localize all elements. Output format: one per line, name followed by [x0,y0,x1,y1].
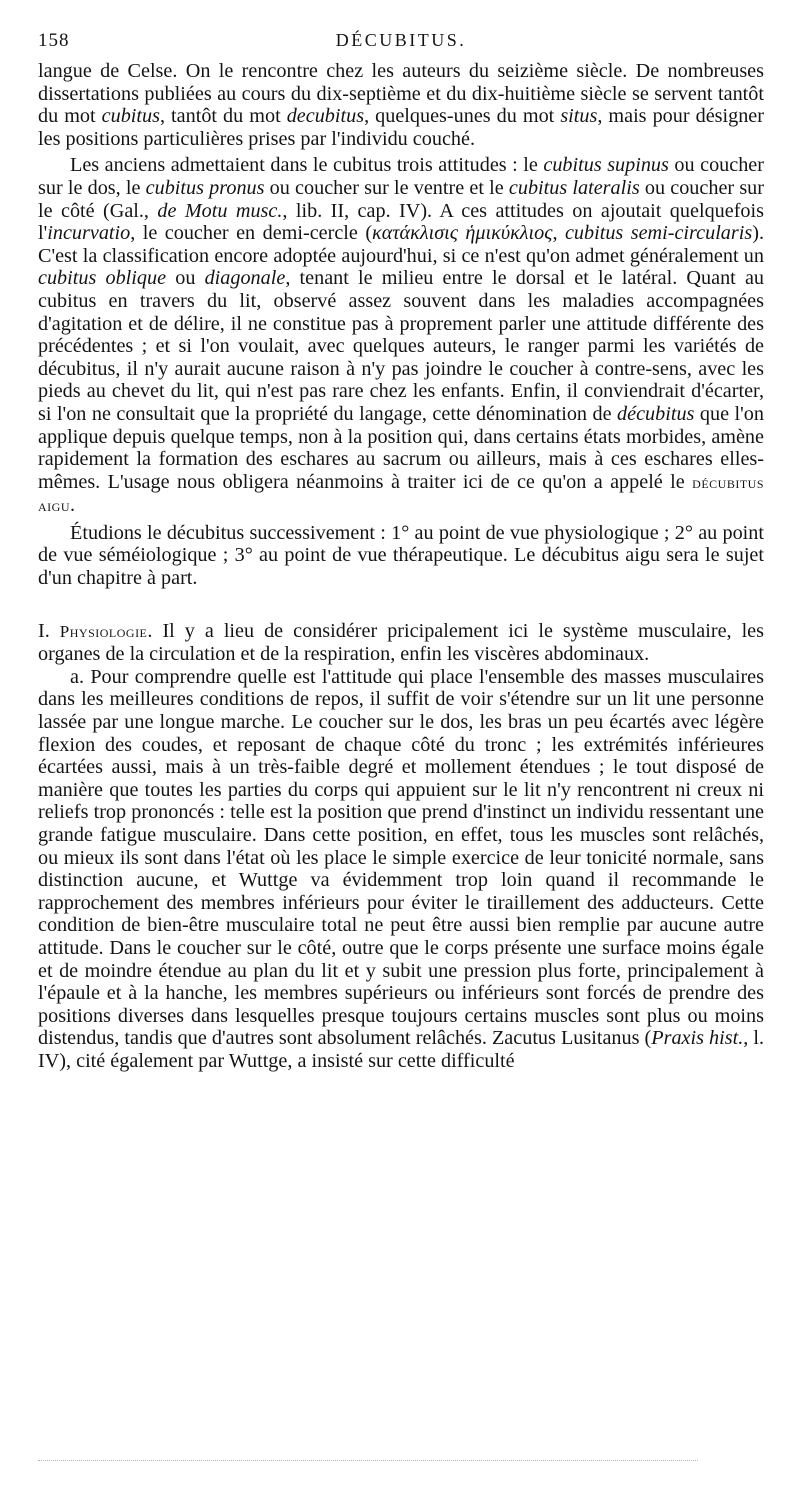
running-title: DÉCUBITUS. [335,30,467,50]
paragraph-intro: langue de Celse. On le rencontre chez les auteurs du seizième siècle. De nombreuses dissertations publiées au cours du dix-septième et du dix-huitième siècle se servent tantôt du mot cubitus, tantôt du mot decubitus, quelques-unes du mot situs, mais pour désigner les positions particulières prises par l'individu couché. [38,60,764,150]
document-page [38,30,764,1073]
section-physiologie-intro: I. Physiologie. Il y a lieu de considérer pricipalement ici le système musculaire, les organes de la circulation et de la respiration, enfin les viscères abdominaux. [38,619,764,666]
page-number: 158 [38,30,70,51]
page-header [38,30,764,60]
paragraph-plan: Étudions le décubitus successivement : 1° au point de vue physiologique ; 2° au point de vue séméiologique ; 3° au point de vue thérapeutique. Le décubitus aigu sera le sujet d'un chapitre à part. [38,521,764,590]
paragraph-attitudes: Les anciens admettaient dans le cubitus trois attitudes : le cubitus supinus ou coucher sur le dos, le cubitus pronus ou coucher sur le ventre et le cubitus lateralis ou coucher sur le côté (Gal., de Motu musc., lib. II, cap. IV). A ces attitudes on ajoutait quelquefois l'incurvatio, le coucher en demi-cercle (κατάκλισις ἡμικύκλιος, cubitus semi-circularis). C'est la classification encore adoptée aujourd'hui, si ce n'est qu'on admet généralement un cubitus oblique ou diagonale, tenant le milieu entre le dorsal et le latéral. Quant au cubitus en travers du lit, observé assez souvent dans les maladies accompagnées d'agitation et de délire, il ne constitue pas à proprement parler une attitude différente des précédentes ; et si l'on voulait, avec quelques auteurs, le ranger parmi les variétés de décubitus, il n'y aurait aucune raison à n'y pas joindre le coucher à contre-sens, avec les pieds au chevet du lit, qui n'est pas rare chez les enfants. Enfin, il conviendrait d'écarter, si l'on ne consultait que la propriété du langage, cette dénomination de décubitus que l'on applique depuis quelque temps, non à la position qui, dans certains états morbides, amène rapidement la formation des eschares au sacrum ou ailleurs, mais à ces eschares elles-mêmes. L'usage nous obligera néanmoins à traiter ici de ce qu'on a appelé le décubitus aigu. [38,154,764,517]
footer-dotted-rule [38,1460,698,1461]
paragraph-muscular-system: a. Pour comprendre quelle est l'attitude qui place l'ensemble des masses musculaires dans les meilleures conditions de repos, il suffit de voir s'étendre sur un lit une personne lassée par une longue marche. Le coucher sur le dos, les bras un peu écartés avec légère flexion des coudes, et reposant de chaque côté du tronc ; les extrémités inférieures écartées aussi, mais à un très-faible degré et mollement étendues ; le tout disposé de manière que toutes les parties du corps qui appuient sur le lit n'y rencontrent ni creux ni reliefs trop prononcés : telle est la position que prend d'instinct un individu ressentant une grande fatigue musculaire. Dans cette position, en effet, tous les muscles sont relâchés, ou mieux ils sont dans l'état où les place le simple exercice de leur tonicité normale, sans distinction aucune, et Wuttge va évidemment trop loin quand il recommande le rapprochement des membres inférieurs pour éviter le tiraillement des adducteurs. Cette condition de bien-être musculaire total ne peut être aussi bien remplie par aucune autre attitude. Dans le coucher sur le côté, outre que le corps présente une surface moins égale et de moindre étendue au plan du lit et y subit une pression plus forte, principalement à l'épaule et à la hanche, les membres supérieurs ou inférieurs sont forcés de prendre des positions diverses dans lesquelles presque toujours certains muscles sont plus ou moins distendus, tandis que d'autres sont absolument relâchés. Zacutus Lusitanus (Praxis hist., l. IV), cité également par Wuttge, a insisté sur cette difficulté [38,665,765,1072]
